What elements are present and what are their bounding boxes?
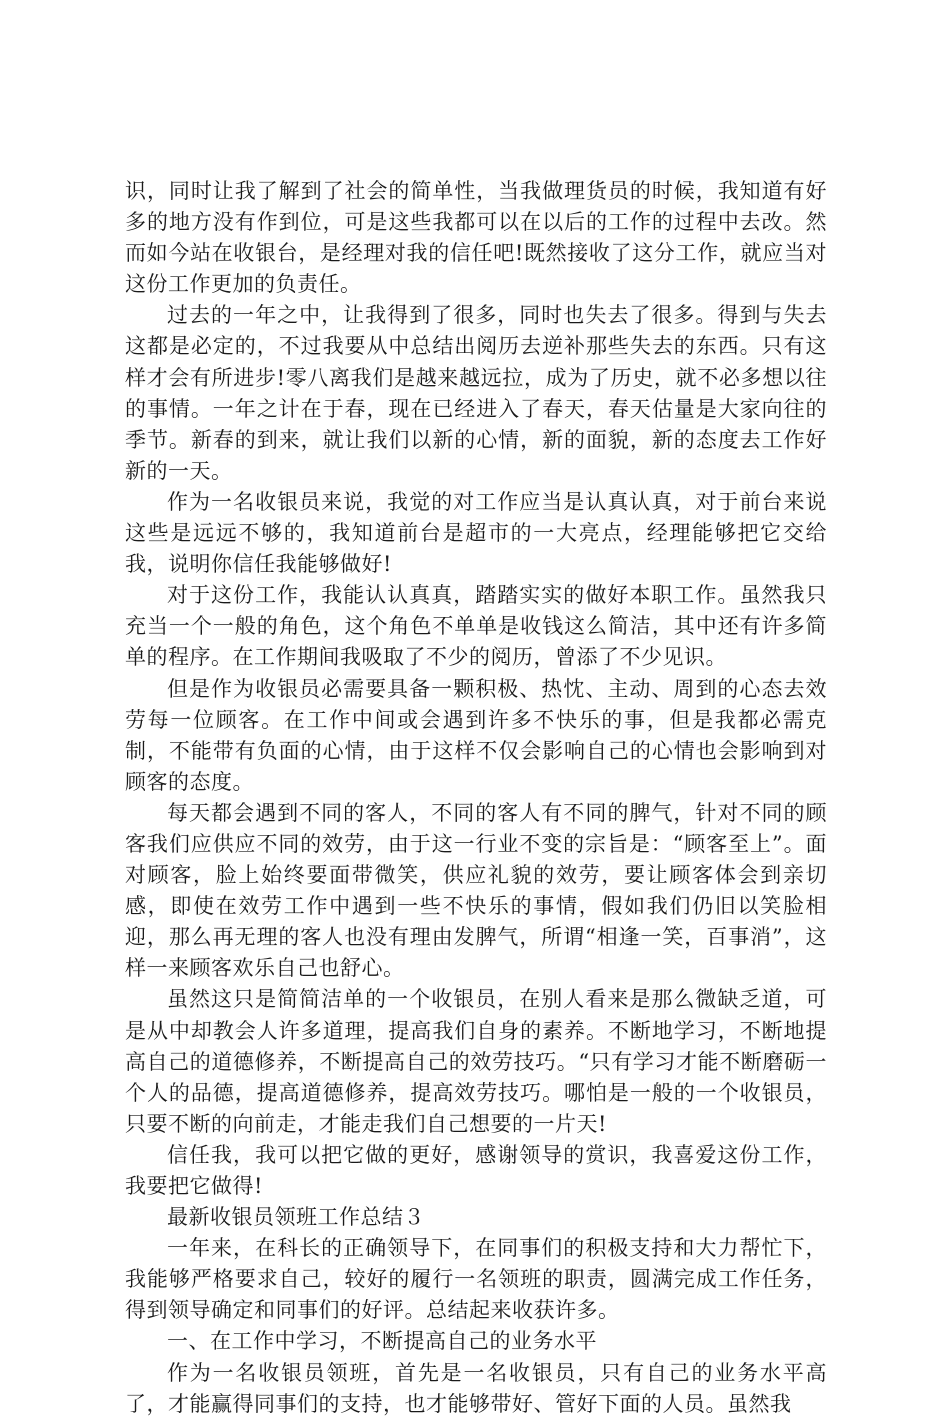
paragraph: 但是作为收银员必需要具备一颗积极、热忱、主动、周到的心态去效劳每一位顾客。在工作中间或会遇到许多不快乐的事，但是我都必需克制，不能带有负面的心情，由于这样不仅会影响自己的心情也会影响到对顾客的态度。: [125, 676, 827, 794]
paragraph: 过去的一年之中，让我得到了很多，同时也失去了很多。得到与失去这都是必定的，不过我要从中总结出阅历去逆补那些失去的东西。只有这样才会有所进步!零八离我们是越来越远拉，成为了历史，就不必多想以往的事情。一年之计在于春，现在已经进入了春天，春天估量是大家向往的季节。新春的到来，就让我们以新的心情，新的面貌，新的态度去工作好新的一天。: [125, 303, 827, 483]
paragraph: 对于这份工作，我能认认真真，踏踏实实的做好本职工作。虽然我只充当一个一般的角色，这个角色不单单是收钱这么简洁，其中还有许多简单的程序。在工作期间我吸取了不少的阅历，曾添了不少见识。: [125, 583, 827, 670]
paragraph: 信任我，我可以把它做的更好，感谢领导的赏识，我喜爱这份工作，我要把它做得!: [125, 1142, 827, 1198]
paragraph: 每天都会遇到不同的客人，不同的客人有不同的脾气，针对不同的顾客我们应供应不同的效劳，由于这一行业不变的宗旨是：“顾客至上”。面对顾客，脸上始终要面带微笑，供应礼貌的效劳，要让顾客体会到亲切感，即使在效劳工作中遇到一些不快乐的事情，假如我们仍旧以笑脸相迎，那么再无理的客人也没有理由发脾气，所谓“相逢一笑，百事消”，这样一来顾客欢乐自己也舒心。: [125, 800, 827, 981]
paragraph: 一年来，在科长的正确领导下，在同事们的积极支持和大力帮忙下，我能够严格要求自己，较好的履行一名领班的职责，圆满完成工作任务，得到领导确定和同事们的好评。总结起来收获许多。: [125, 1236, 827, 1323]
document-page: [125, 176, 827, 1420]
section-heading: 最新收银员领班工作总结３: [167, 1205, 425, 1230]
paragraph-continued: 识，同时让我了解到了社会的简单性，当我做理货员的时候，我知道有好多的地方没有作到位，可是这些我都可以在以后的工作的过程中去改。然而如今站在收银台，是经理对我的信任吧!既然接收了这分工作，就应当对这份工作更加的负责任。: [125, 179, 827, 297]
paragraph: 作为一名收银员领班，首先是一名收银员，只有自己的业务水平高了，才能赢得同事们的支持，也才能够带好、管好下面的人员。虽然我: [125, 1360, 827, 1416]
subsection-heading: 一、在工作中学习，不断提高自己的业务水平: [167, 1329, 597, 1354]
paragraph: 虽然这只是简简洁单的一个收银员，在别人看来是那么微缺乏道，可是从中却教会人许多道理，提高我们自身的素养。不断地学习，不断地提高自己的道德修养，不断提高自己的效劳技巧。“只有学习才能不断磨砺一个人的品德，提高道德修养，提高效劳技巧。哪怕是一般的一个收银员，只要不断的向前走，才能走我们自己想要的一片天!: [125, 987, 827, 1136]
paragraph: 作为一名收银员来说，我觉的对工作应当是认真认真，对于前台来说这些是远远不够的，我知道前台是超市的一大亮点，经理能够把它交给我，说明你信任我能够做好!: [125, 489, 827, 577]
